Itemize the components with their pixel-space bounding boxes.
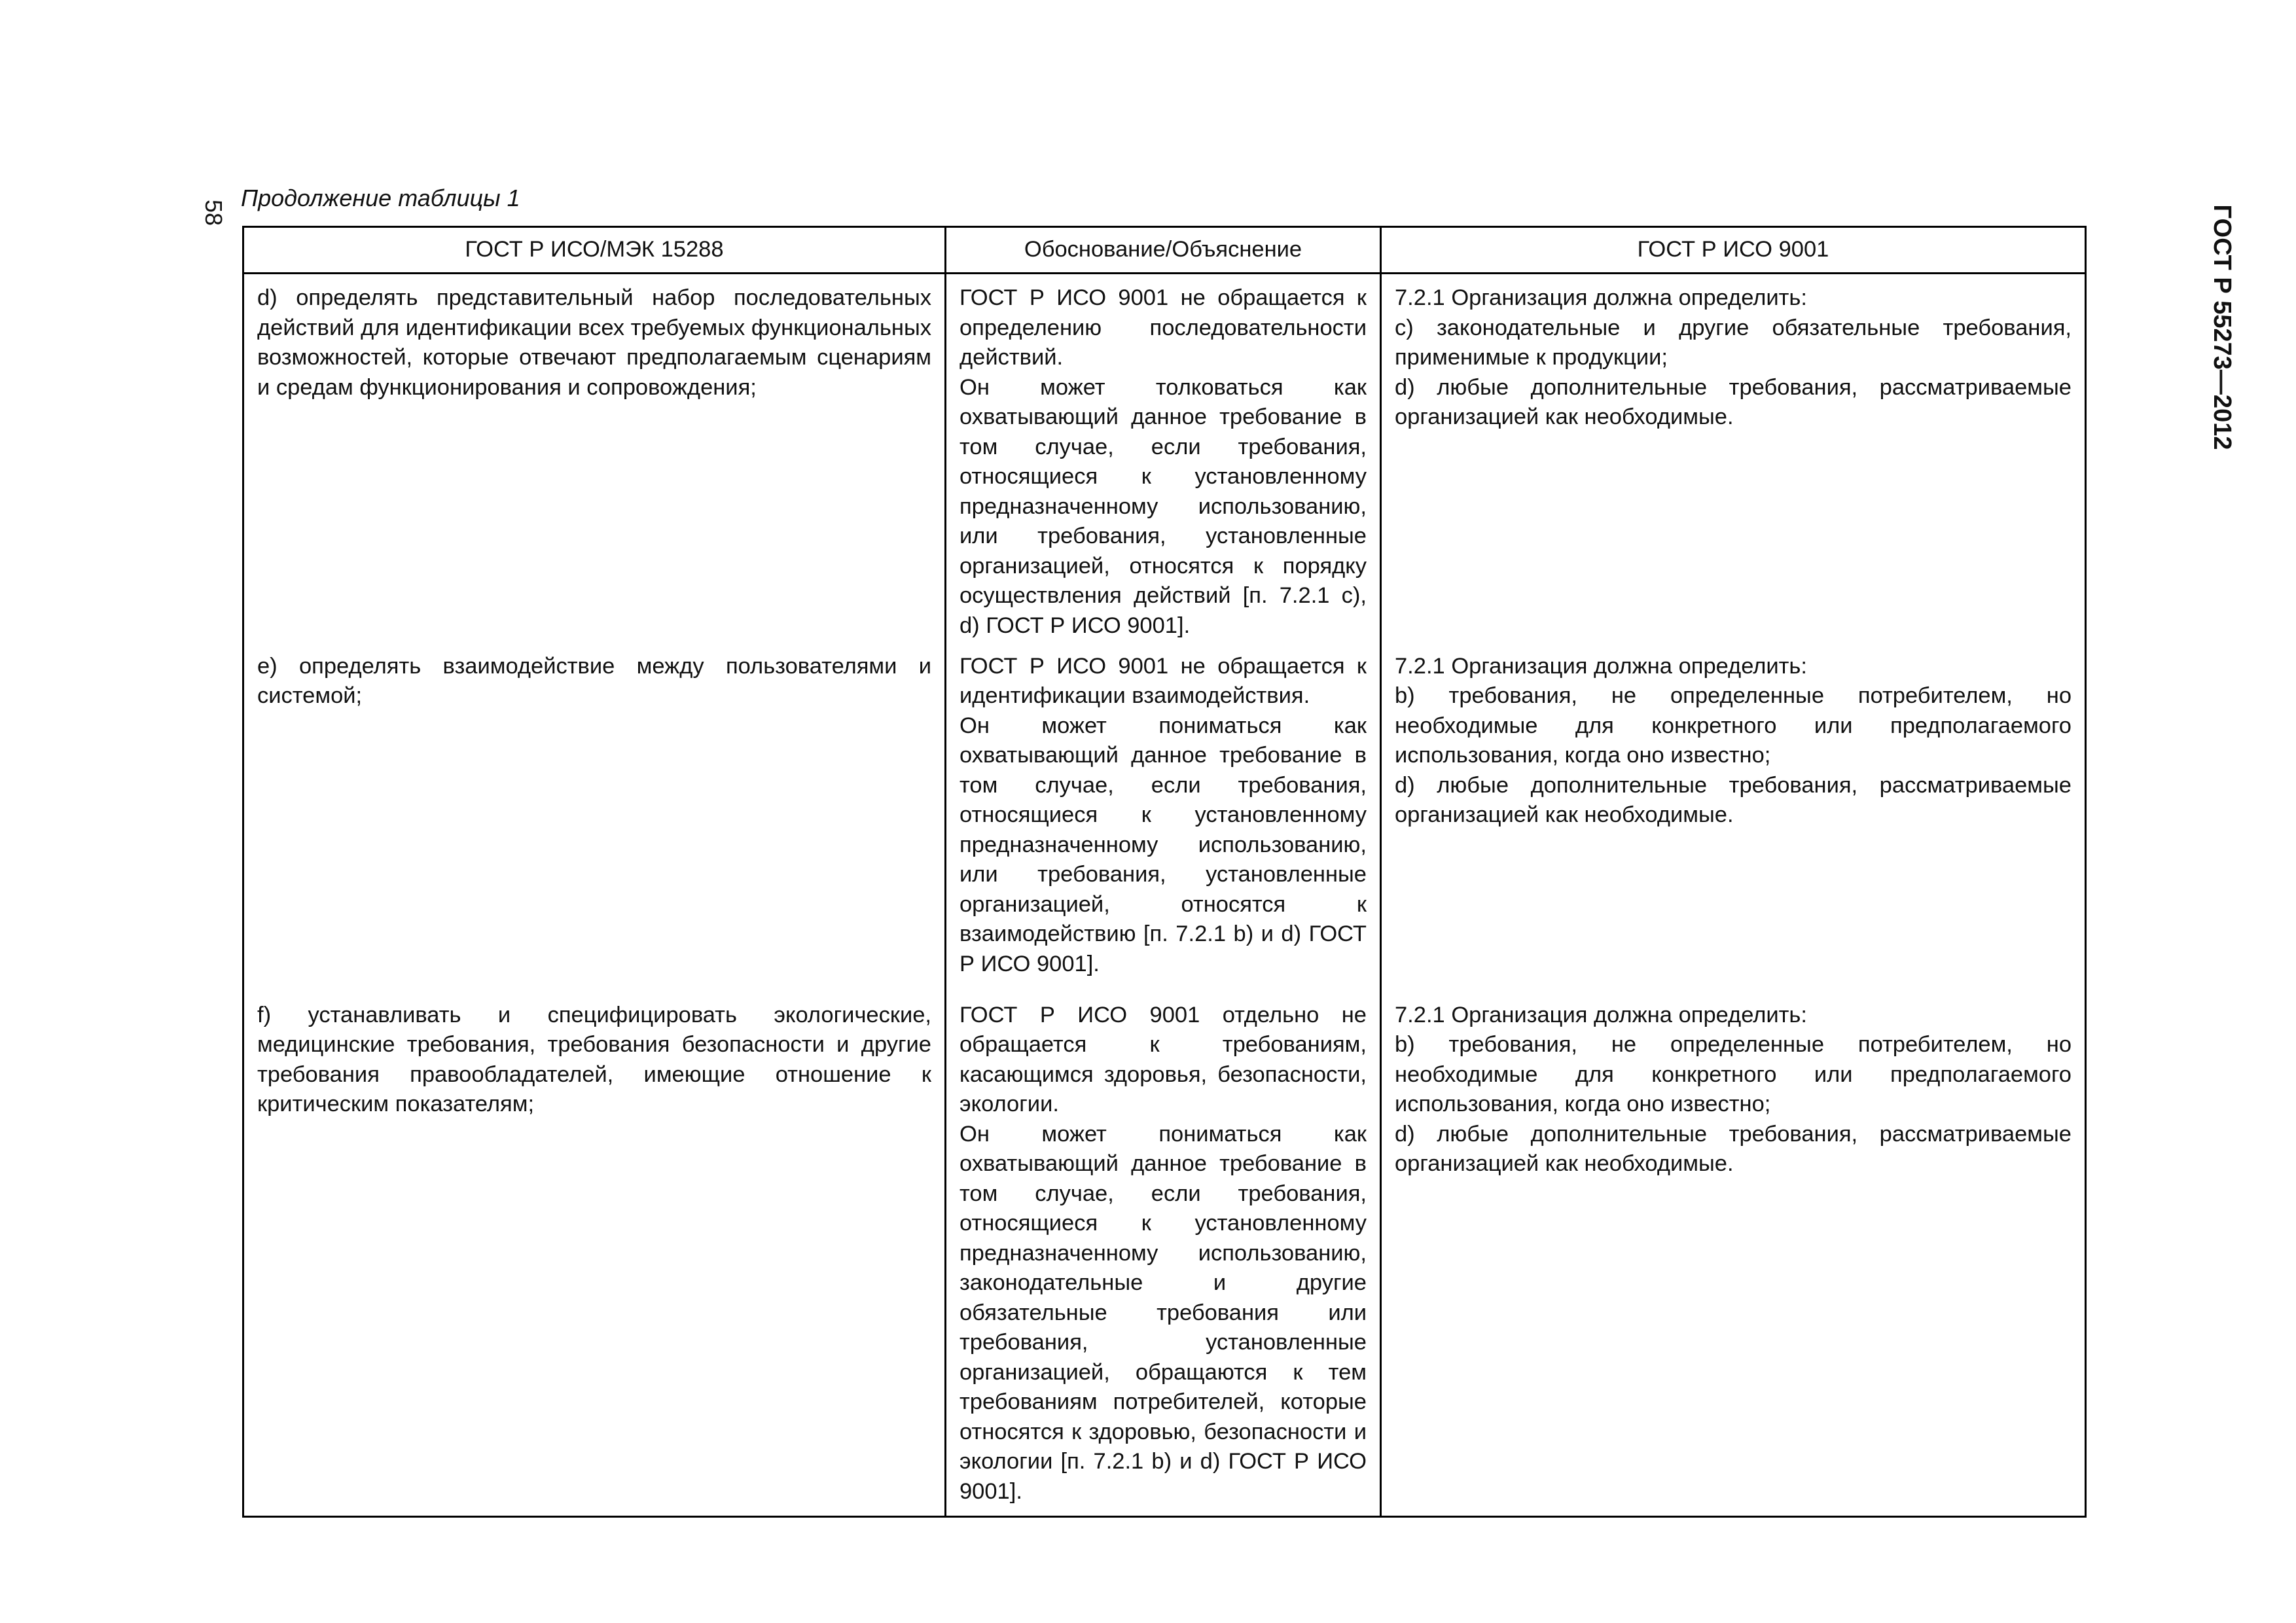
paragraph: b) требования, не определенные потребителем, но необходимые для конкретного или предполагаемого использования, когда оно известно; xyxy=(1395,683,2072,768)
paragraph: d) определять представительный набор последовательных действий для идентификации всех требуемых функциональных возможностей, которые отвечают предполагаемым сценариям и средам функционирования и сопровождения; xyxy=(257,285,931,400)
paragraph: d) любые дополнительные требования, рассматриваемые организацией как необходимые. xyxy=(1395,374,2072,429)
paragraph: 7.2.1 Организация должна определить: xyxy=(1395,285,1807,310)
cell-requirement xyxy=(243,652,946,1001)
paragraph: Он может пониматься как охватывающий данное требование в том случае, если требования, относящиеся к установленному предназначенному использованию, или требования, установленные организацией, относятся к взаимодействию [п. 7.2.1 b) и d) ГОСТ Р ИСО 9001]. xyxy=(960,713,1367,976)
cell-justification xyxy=(946,1001,1381,1517)
paragraph: e) определять взаимодействие между пользователями и системой; xyxy=(257,653,931,708)
paragraph: d) любые дополнительные требования, рассматриваемые организацией как необходимые. xyxy=(1395,1121,2072,1176)
table-row xyxy=(243,274,2086,652)
paragraph: 7.2.1 Организация должна определить: xyxy=(1395,1002,1807,1027)
cell-requirement xyxy=(243,1001,946,1517)
paragraph: Он может пониматься как охватывающий данное требование в том случае, если требования, относящиеся к установленному предназначенному использованию, законодательные и другие обязательные требования или требования, установленные организацией, обращаются к тем требованиям потребителей, которые относятся к здоровью, безопасности и экологии [п. 7.2.1 b) и d) ГОСТ Р ИСО 9001]. xyxy=(960,1121,1367,1504)
table-header-row xyxy=(243,227,2086,274)
paragraph: d) любые дополнительные требования, рассматриваемые организацией как необходимые. xyxy=(1395,772,2072,827)
cell-justification xyxy=(946,274,1381,652)
header-gost-iso-iec-15288: ГОСТ Р ИСО/МЭК 15288 xyxy=(243,227,946,274)
paragraph: c) законодательные и другие обязательные требования, применимые к продукции; xyxy=(1395,315,2072,370)
paragraph: f) устанавливать и специфицировать экологические, медицинские требования, требования безопасности и другие требования правообладателей, имеющие отношение к критическим показателям; xyxy=(257,1002,931,1116)
cell-iso-9001 xyxy=(1381,1001,2086,1517)
table-row xyxy=(243,652,2086,1001)
page-number: 58 xyxy=(200,199,227,226)
paragraph: 7.2.1 Организация должна определить: xyxy=(1395,653,1807,679)
header-justification: Обоснование/Объяснение xyxy=(946,227,1381,274)
header-gost-iso-9001: ГОСТ Р ИСО 9001 xyxy=(1381,227,2086,274)
paragraph: ГОСТ Р ИСО 9001 не обращается к определению последовательности действий. xyxy=(960,285,1367,370)
paragraph: ГОСТ Р ИСО 9001 отдельно не обращается к требованиям, касающимся здоровья, безопасности, экологии. xyxy=(960,1002,1367,1116)
paragraph: Он может толковаться как охватывающий данное требование в том случае, если требования, относящиеся к установленному предназначенному использованию, или требования, установленные организацией, относятся к порядку осуществления действий [п. 7.2.1 c), d) ГОСТ Р ИСО 9001]. xyxy=(960,374,1367,638)
cell-iso-9001 xyxy=(1381,274,2086,652)
standard-code: ГОСТ Р 55273—2012 xyxy=(2208,204,2236,450)
cell-requirement xyxy=(243,274,946,652)
paragraph: b) требования, не определенные потребителем, но необходимые для конкретного или предполагаемого использования, когда оно известно; xyxy=(1395,1032,2072,1116)
comparison-table xyxy=(242,226,2087,1518)
table-caption: Продолжение таблицы 1 xyxy=(241,185,520,211)
table-row xyxy=(243,1001,2086,1517)
cell-justification xyxy=(946,652,1381,1001)
paragraph: ГОСТ Р ИСО 9001 не обращается к идентификации взаимодействия. xyxy=(960,653,1367,708)
cell-iso-9001 xyxy=(1381,652,2086,1001)
